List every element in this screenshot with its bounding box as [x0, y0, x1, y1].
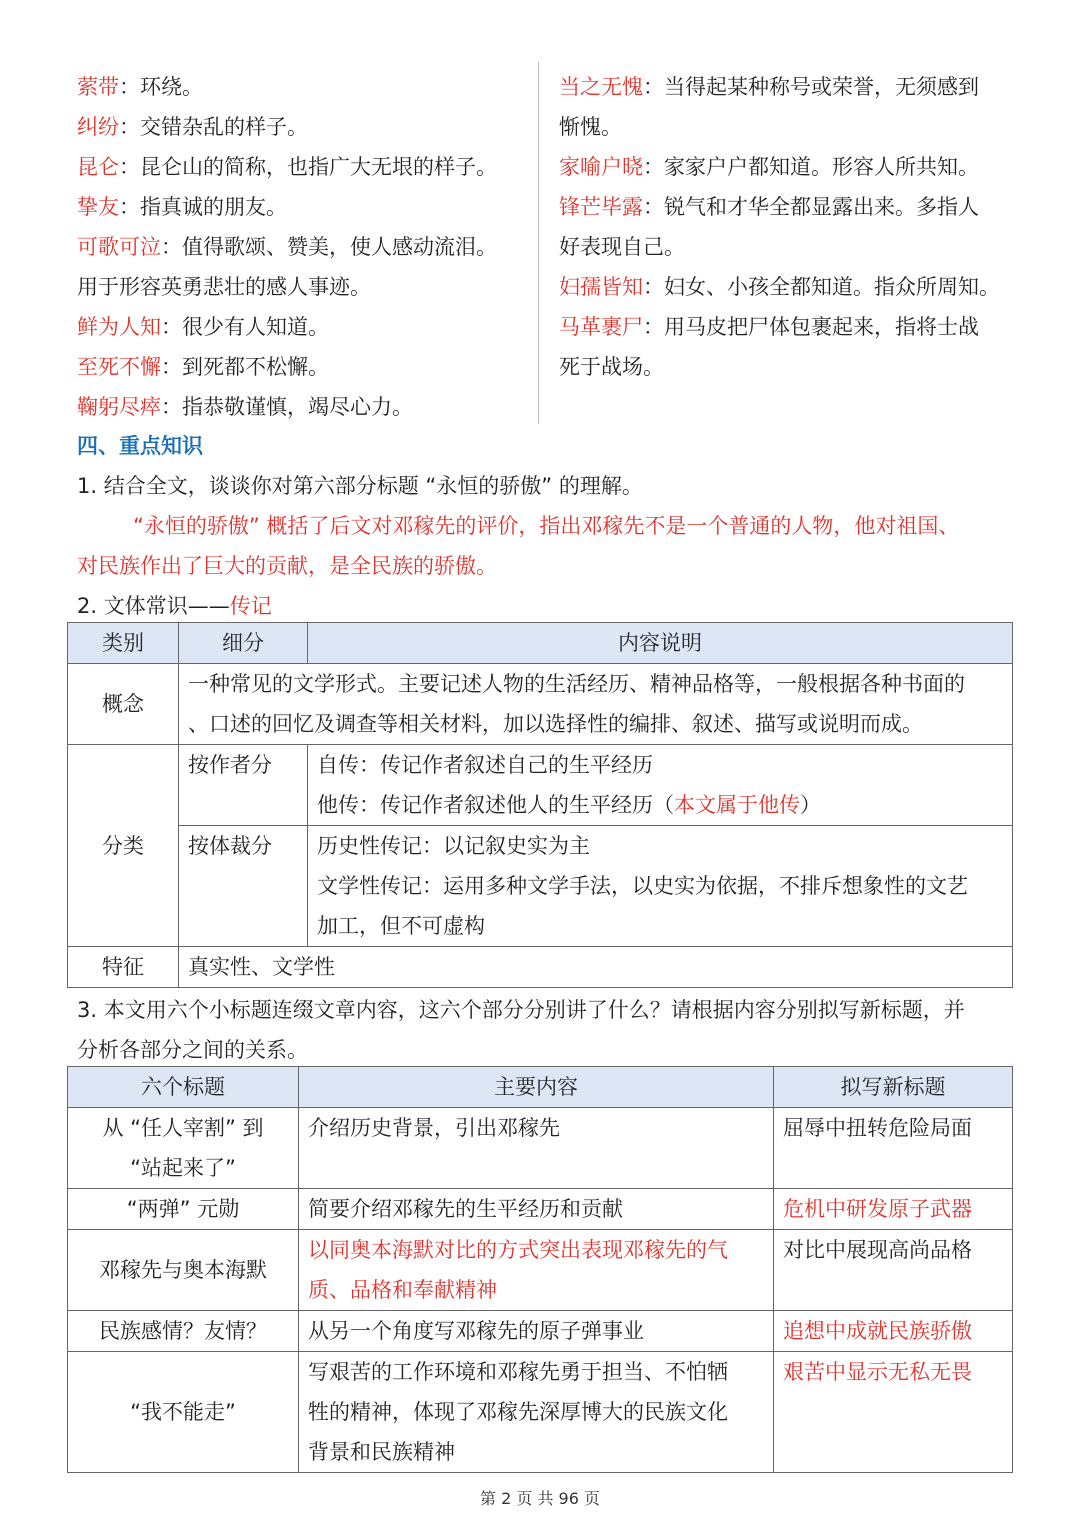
- subtitles-table: [67, 1066, 1013, 1473]
- subcategory-by-author: 按作者分: [179, 745, 308, 826]
- vocab-item-continuation: 惭愧。: [559, 115, 622, 139]
- vocab-item: 当之无愧：当得起某种称号或荣誉，无须感到: [559, 75, 979, 99]
- content-cell: 写艰苦的工作环境和邓稼先勇于担当、不怕牺 牲的精神，体现了邓稼先深厚博大的民族文化 背景和民族精神: [299, 1352, 774, 1473]
- subtitle-cell: 从 “任人宰割” 到 “站起来了”: [68, 1108, 299, 1189]
- vocab-item: 昆仑：昆仑山的简称，也指广大无垠的样子。: [77, 155, 497, 179]
- section-heading: 四、重点知识: [77, 434, 203, 458]
- new-title-cell: 危机中研发原子武器: [774, 1189, 1013, 1230]
- row-label-concept: 概念: [68, 664, 179, 745]
- content-cell: 以同奥本海默对比的方式突出表现邓稼先的气 质、品格和奉献精神: [299, 1230, 774, 1311]
- vocab-item: 鞠躬尽瘁：指恭敬谨慎，竭尽心力。: [77, 395, 413, 419]
- feature-cell: 真实性、文学性: [179, 947, 1013, 988]
- table-header: 类别: [68, 623, 179, 664]
- subtitle-cell: “两弹” 元勋: [68, 1189, 299, 1230]
- by-author-cell: 自传：传记作者叙述自己的生平经历 他传：传记作者叙述他人的生平经历（本文属于他传）: [308, 745, 1013, 826]
- table-header: 主要内容: [299, 1067, 774, 1108]
- vocab-item: 纠纷：交错杂乱的样子。: [77, 115, 308, 139]
- table-header: 拟写新标题: [774, 1067, 1013, 1108]
- vocab-item-continuation: 用于形容英勇悲壮的感人事迹。: [77, 275, 371, 299]
- vocab-item: 马革裹尸：用马皮把尸体包裹起来，指将士战: [559, 315, 979, 339]
- new-title-cell: 对比中展现高尚品格: [774, 1230, 1013, 1311]
- vocab-item: 可歌可泣：值得歌颂、赞美，使人感动流泪。: [77, 235, 497, 259]
- vocab-item: 萦带：环绕。: [77, 75, 203, 99]
- question-3-line-1: 3. 本文用六个小标题连缀文章内容，这六个部分分别讲了什么？请根据内容分别拟写新标题，并: [77, 998, 965, 1022]
- page-number: 第 2 页 共 96 页: [480, 1489, 600, 1508]
- vocab-item: 家喻户晓：家家户户都知道。形容人所共知。: [559, 155, 979, 179]
- vocab-item: 挚友：指真诚的朋友。: [77, 195, 287, 219]
- table-header: 细分: [179, 623, 308, 664]
- by-genre-cell: 历史性传记：以记叙史实为主 文学性传记：运用多种文学手法，以史实为依据，不排斥想象性的文艺 加工，但不可虚构: [308, 826, 1013, 947]
- question-3-line-2: 分析各部分之间的关系。: [77, 1038, 308, 1062]
- vocab-item-continuation: 好表现自己。: [559, 235, 685, 259]
- new-title-cell: 屈辱中扭转危险局面: [774, 1108, 1013, 1189]
- question-1: 1. 结合全文，谈谈你对第六部分标题 “永恒的骄傲” 的理解。: [77, 474, 643, 498]
- new-title-cell: 艰苦中显示无私无畏: [774, 1352, 1013, 1473]
- answer-1-line-2: 对民族作出了巨大的贡献，是全民族的骄傲。: [77, 554, 497, 578]
- vocab-item: 至死不懈：到死都不松懈。: [77, 355, 329, 379]
- content-cell: 介绍历史背景，引出邓稼先: [299, 1108, 774, 1189]
- vocab-item: 妇孺皆知：妇女、小孩全都知道。指众所周知。: [559, 275, 1000, 299]
- subtitle-cell: 邓稼先与奥本海默: [68, 1230, 299, 1311]
- row-label-feature: 特征: [68, 947, 179, 988]
- vocab-item: 鲜为人知：很少有人知道。: [77, 315, 329, 339]
- biography-table: [67, 622, 1013, 988]
- answer-1-line-1: “永恒的骄傲” 概括了后文对邓稼先的评价，指出邓稼先不是一个普通的人物，他对祖国、: [133, 514, 960, 538]
- concept-cell: 一种常见的文学形式。主要记述人物的生活经历、精神品格等，一般根据各种书面的 、口述的回忆及调查等相关材料，加以选择性的编排、叙述、描写或说明而成。: [179, 664, 1013, 745]
- subtitle-cell: “我不能走”: [68, 1352, 299, 1473]
- column-divider: [538, 62, 539, 424]
- row-label-classify: 分类: [68, 745, 179, 947]
- content-cell: 简要介绍邓稼先的生平经历和贡献: [299, 1189, 774, 1230]
- table-header: 六个标题: [68, 1067, 299, 1108]
- question-2: 2. 文体常识——传记: [77, 594, 272, 618]
- vocab-item: 锋芒毕露：锐气和才华全都显露出来。多指人: [559, 195, 979, 219]
- subtitle-cell: 民族感情？友情？: [68, 1311, 299, 1352]
- content-cell: 从另一个角度写邓稼先的原子弹事业: [299, 1311, 774, 1352]
- new-title-cell: 追想中成就民族骄傲: [774, 1311, 1013, 1352]
- table-header: 内容说明: [308, 623, 1013, 664]
- subcategory-by-genre: 按体裁分: [179, 826, 308, 947]
- vocab-item-continuation: 死于战场。: [559, 355, 664, 379]
